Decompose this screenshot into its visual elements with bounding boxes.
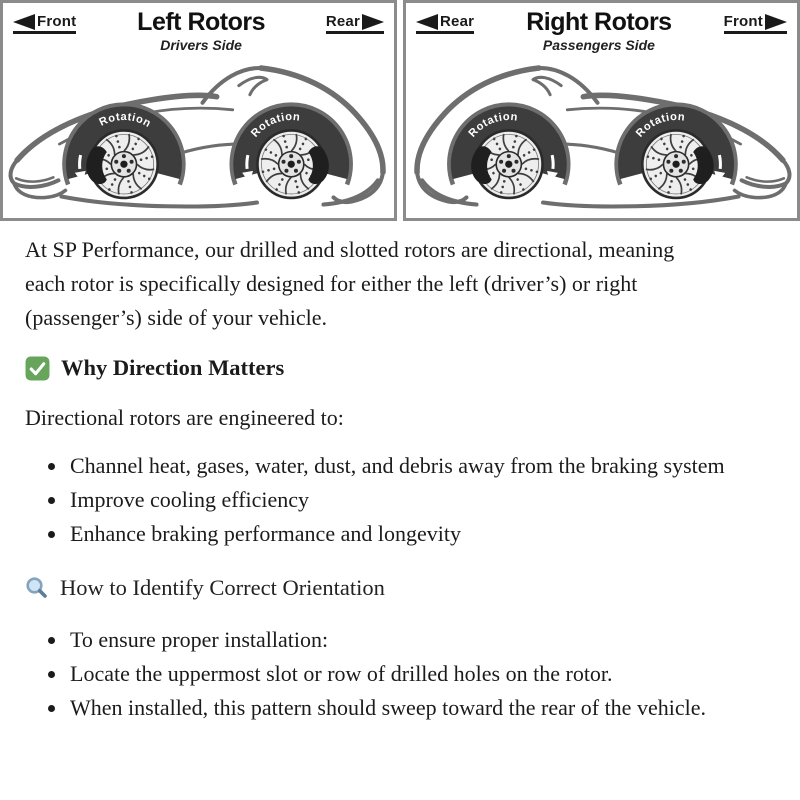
intro-paragraph: At SP Performance, our drilled and slotted rotors are directional, meaning each rotor is specifically designed for either the left (driver’s) or right (passenger’s) side of your vehicle. [25,237,675,330]
section-heading-identify-orientation [25,573,800,603]
rear-direction-indicator [326,14,384,34]
arrow-left-icon [13,14,35,30]
orientation-steps-list [25,623,768,725]
rotation-text: Rotation [97,111,154,131]
front-direction-indicator [13,14,76,34]
rotation-text: Rotation [248,110,302,140]
direction-label: Front [723,13,763,30]
arrow-right-icon [765,14,787,30]
front-direction-indicator [724,14,787,34]
list-item: • Improve cooling efficiency [68,483,728,517]
rotation-arrow-arc [80,155,81,169]
right-panel-header [406,3,797,52]
rotation-arrow-arc [719,155,720,169]
arrow-left-icon [416,14,438,30]
list-item: • When installed, this pattern should sweep toward the rear of the vehicle. [68,691,768,725]
lead-text: Directional rotors are engineered to: [25,405,344,430]
article-content [0,233,800,725]
panel-subtitle: Passengers Side [542,37,655,53]
rotation-text: Rotation [633,110,686,140]
panel-title: Right Rotors [526,8,672,36]
right-panel-titles [526,10,671,52]
rear-direction-indicator [416,14,474,34]
section-heading-why-direction-matters [25,353,800,383]
right-car-illustration [406,52,797,218]
panel-title: Left Rotors [137,8,265,36]
rotation-text: Rotation [466,110,519,140]
direction-label: Front [37,13,77,30]
rotation-arrow-arc [247,155,248,169]
rotation-arrow-arc [552,155,553,169]
left-rotors-panel [0,0,397,221]
left-car-illustration [3,52,394,218]
panel-subtitle: Drivers Side [160,37,242,53]
arrow-right-icon [362,14,384,30]
direction-label: Rear [325,13,360,30]
magnifying-glass-icon [25,576,49,600]
heading-text: How to Identify Correct Orientation [60,575,385,600]
list-item: • Locate the uppermost slot or row of drilled holes on the rotor. [68,657,768,691]
check-mark-icon [25,356,50,381]
list-item: • To ensure proper installation: [68,623,768,657]
left-panel-header [3,3,394,52]
list-item: • Enhance braking performance and longevity [68,517,728,551]
benefits-list [25,449,728,551]
right-rotors-panel [403,0,800,221]
rotor-direction-diagram [0,0,800,221]
heading-text: Why Direction Matters [61,355,285,380]
list-item: • Channel heat, gases, water, dust, and debris away from the braking system [68,449,728,483]
left-panel-titles [137,10,265,52]
direction-label: Rear [440,13,475,30]
